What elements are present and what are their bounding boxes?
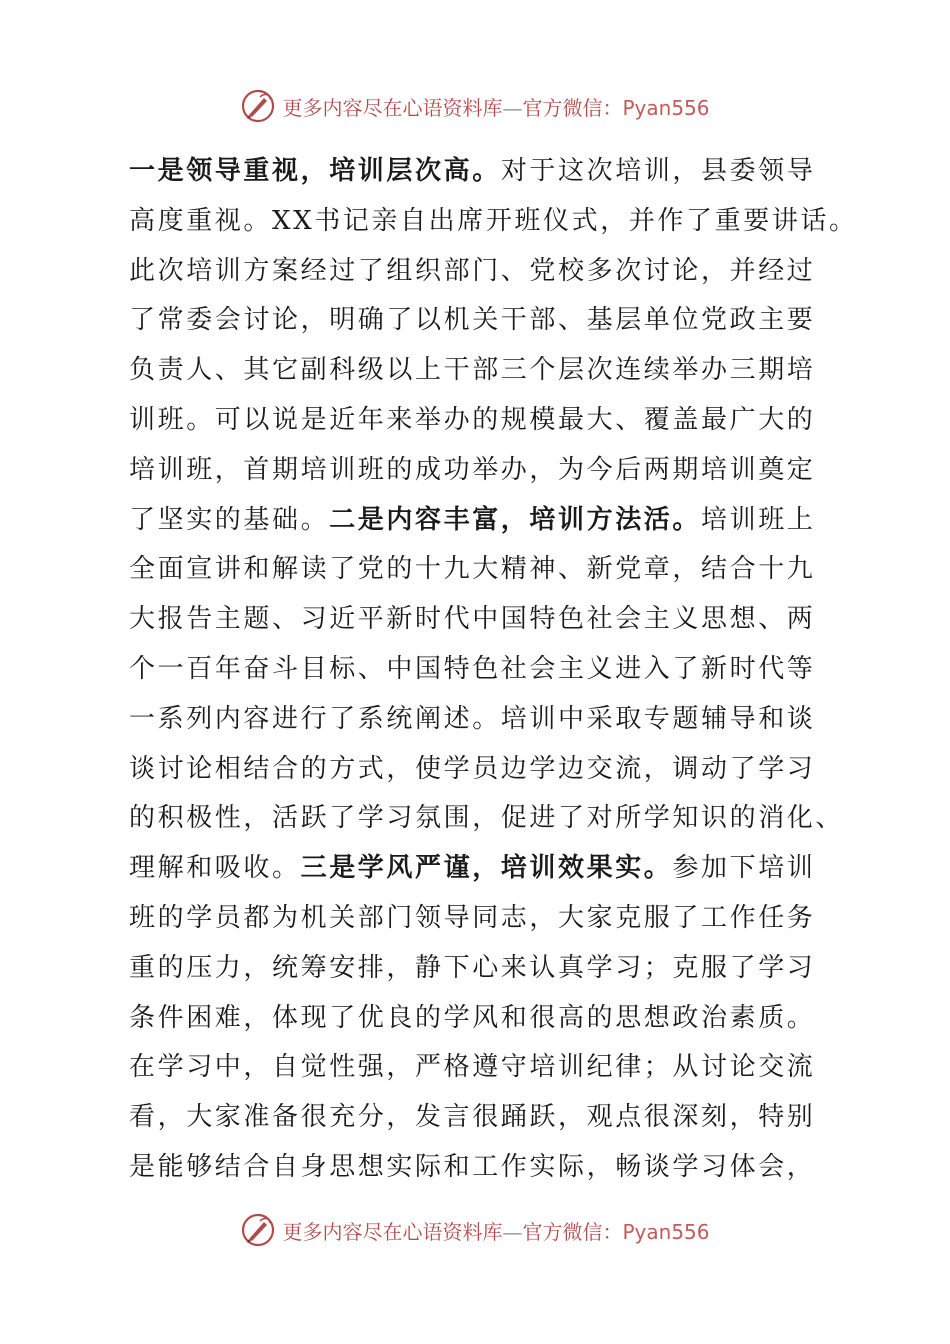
pen-nib-logo-icon <box>240 88 276 124</box>
text-line <box>129 1047 849 1087</box>
text-line <box>129 1147 849 1187</box>
text-line <box>129 251 849 291</box>
watermark-dash: — <box>502 95 523 120</box>
text-segment: 看，大家准备很充分，发言很踊跃，观点很深刻，特别 <box>129 1102 816 1133</box>
text-line <box>129 848 849 888</box>
text-segment: 一系列内容进行了系统阐述。培训中采取专题辅导和谈 <box>129 703 816 734</box>
text-segment: 培训班上 <box>701 504 816 535</box>
text-line <box>129 450 849 490</box>
text-segment: 此次培训方案经过了组织部门、党校多次讨论，并经过 <box>129 255 816 286</box>
text-line <box>129 749 849 789</box>
text-segment: 负责人、其它副科级以上干部三个层次连续举办三期培 <box>129 355 816 386</box>
text-line <box>129 898 849 938</box>
text-line <box>129 300 849 340</box>
watermark-account: Pyan556 <box>622 95 710 120</box>
text-line <box>129 998 849 1038</box>
text-segment: 谈讨论相结合的方式，使学员边学边交流，调动了学习 <box>129 753 816 784</box>
text-segment: 在学习中，自觉性强，严格遵守培训纪律；从讨论交流 <box>129 1052 816 1083</box>
text-segment: 大报告主题、习近平新时代中国特色社会主义思想、两 <box>129 604 816 635</box>
text-segment: 对于这次培训，县委领导 <box>500 156 816 186</box>
watermark-official-text: 官方微信： <box>522 95 623 120</box>
watermark-main-text: 更多内容尽在心语资料库 <box>282 95 503 120</box>
text-segment: 重的压力，统筹安排，静下心来认真学习；克服了学习 <box>129 952 816 983</box>
text-line <box>129 599 849 639</box>
text-line <box>129 798 849 838</box>
text-line <box>129 649 849 689</box>
text-line <box>129 500 849 540</box>
text-line <box>129 400 849 440</box>
watermark-main-text: 更多内容尽在心语资料库 <box>282 1219 503 1244</box>
text-line <box>129 699 849 739</box>
footer-watermark <box>0 1208 950 1252</box>
text-segment: 高度重视。XX书记亲自出席开班仪式，并作了重要讲话。 <box>129 205 858 236</box>
text-segment: 的积极性，活跃了学习氛围，促进了对所学知识的消化、 <box>129 803 845 834</box>
header-watermark <box>0 84 950 128</box>
bold-heading-segment: 三是学风严谨，培训效果实。 <box>300 853 673 884</box>
text-segment: 全面宣讲和解读了党的十九大精神、新党章，结合十九 <box>129 554 816 585</box>
pen-nib-logo-icon <box>240 1212 276 1248</box>
text-line <box>129 201 858 241</box>
text-line <box>129 549 849 589</box>
text-segment: 个一百年奋斗目标、中国特色社会主义进入了新时代等 <box>129 654 816 684</box>
text-segment: 了常委会讨论，明确了以机关干部、基层单位党政主要 <box>129 305 816 336</box>
text-line <box>129 350 849 390</box>
text-segment: 是能够结合自身思想实际和工作实际，畅谈学习体会， <box>129 1152 816 1182</box>
watermark-text <box>282 1216 709 1245</box>
bold-heading-segment: 一是领导重视，培训层次高。 <box>129 156 501 186</box>
text-segment: 班的学员都为机关部门领导同志，大家克服了工作任务 <box>129 903 816 933</box>
text-line <box>129 1097 849 1137</box>
text-line <box>129 948 849 988</box>
watermark-text <box>282 92 709 121</box>
bold-heading-segment: 二是内容丰富，培训方法活。 <box>329 504 702 535</box>
text-segment: 理解和吸收。 <box>129 853 301 884</box>
text-segment: 培训班，首期培训班的成功举办，为今后两期培训奠定 <box>129 454 816 485</box>
watermark-official-text: 官方微信： <box>522 1219 623 1244</box>
text-segment: 参加下培训 <box>672 853 816 884</box>
watermark-dash: — <box>502 1219 523 1244</box>
text-segment: 条件困难，体现了优良的学风和很高的思想政治素质。 <box>129 1002 816 1033</box>
text-line <box>129 151 849 191</box>
text-segment: 训班。可以说是近年来举办的规模最大、覆盖最广大的 <box>129 405 816 435</box>
text-segment: 了坚实的基础。 <box>129 504 330 535</box>
watermark-account: Pyan556 <box>622 1219 710 1244</box>
